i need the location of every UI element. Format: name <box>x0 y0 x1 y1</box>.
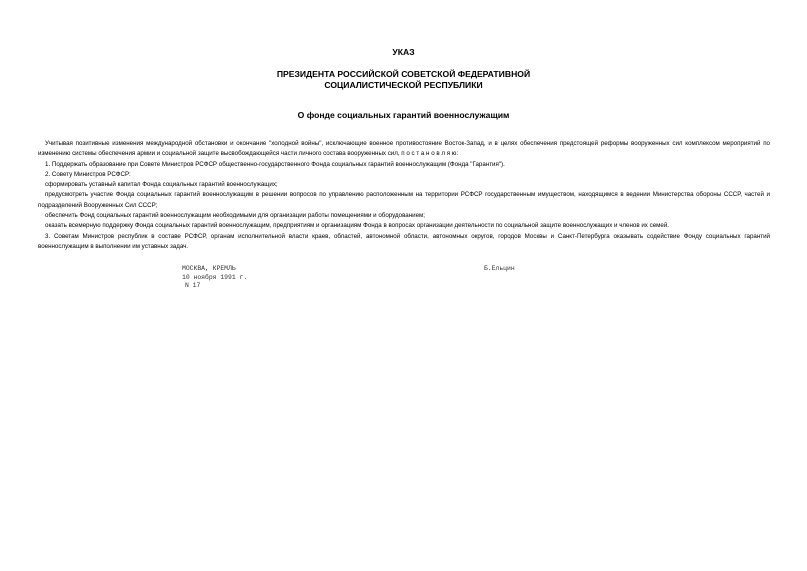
decree-number: N 17 <box>185 282 201 289</box>
clause-1-paragraph: 1. Поддержать образование при Совете Министров РСФСР общественно-государственного Фонда социальных гарантий военнослужащим (Фонда "Гарантия"). <box>45 160 505 168</box>
decree-type-heading: УКАЗ <box>392 47 415 57</box>
signature: Б.Ельцин <box>484 265 515 272</box>
clause-2-item-support: оказать всемерную поддержку Фонда социальных гарантий военнослужащим, предприятиям и организациям Фонда в вопросах организации деятельности по социальной защите военнослужащих и членов их семей. <box>45 222 670 230</box>
decree-title: О фонде социальных гарантий военнослужащим <box>297 110 510 120</box>
signing-place: МОСКВА, КРЕМЛЬ <box>182 265 236 272</box>
clause-2-paragraph: 2. Совету Министров РСФСР: <box>45 170 131 178</box>
clause-2-item-property: предусмотреть участие Фонда социальных гарантий военнослужащим в решении вопросов по управлению расположенным на территории РСФСР государственным имуществом, находящимся в ведении Министерства обороны СССР, частей и подразделений Вооруженных Сил СССР; <box>38 191 770 209</box>
preamble-paragraph: Учитывая позитивные изменения международной обстановки и окончание "холодной войны", исключающие военное противостояние Восток-Запад, и в целях обеспечения предстоящей реформы вооруженных сил комплексом мероприятий по изменению системы обеспечения армии и социальной защите высвобождающейся части личного состава вооруженных сил, п о с т а н о в л я ю: <box>38 140 770 158</box>
clause-3-paragraph: 3. Советам Министров республик в составе РСФСР, органам исполнительной власти краев, областей, автономной области, автономных округов, городов Москвы и Санкт-Петербурга оказывать содействие Фонду социальных гарантий военнослужащим в выполнении им уставных задач. <box>38 232 770 250</box>
issuer-heading-line-1: ПРЕЗИДЕНТА РОССИЙСКОЙ СОВЕТСКОЙ ФЕДЕРАТИВНОЙ <box>276 69 531 79</box>
signing-date: 10 ноября 1991 г. <box>182 274 248 281</box>
issuer-heading-line-2: СОЦИАЛИСТИЧЕСКОЙ РЕСПУБЛИКИ <box>324 80 483 90</box>
clause-2-item-capital: сформировать уставный капитал Фонда социальных гарантий военнослужащих; <box>45 181 278 189</box>
decree-body <box>38 139 770 252</box>
clause-2-item-premises: обеспечить Фонд социальных гарантий военнослужащим необходимыми для организации работы помещениями и оборудованием; <box>45 212 426 220</box>
